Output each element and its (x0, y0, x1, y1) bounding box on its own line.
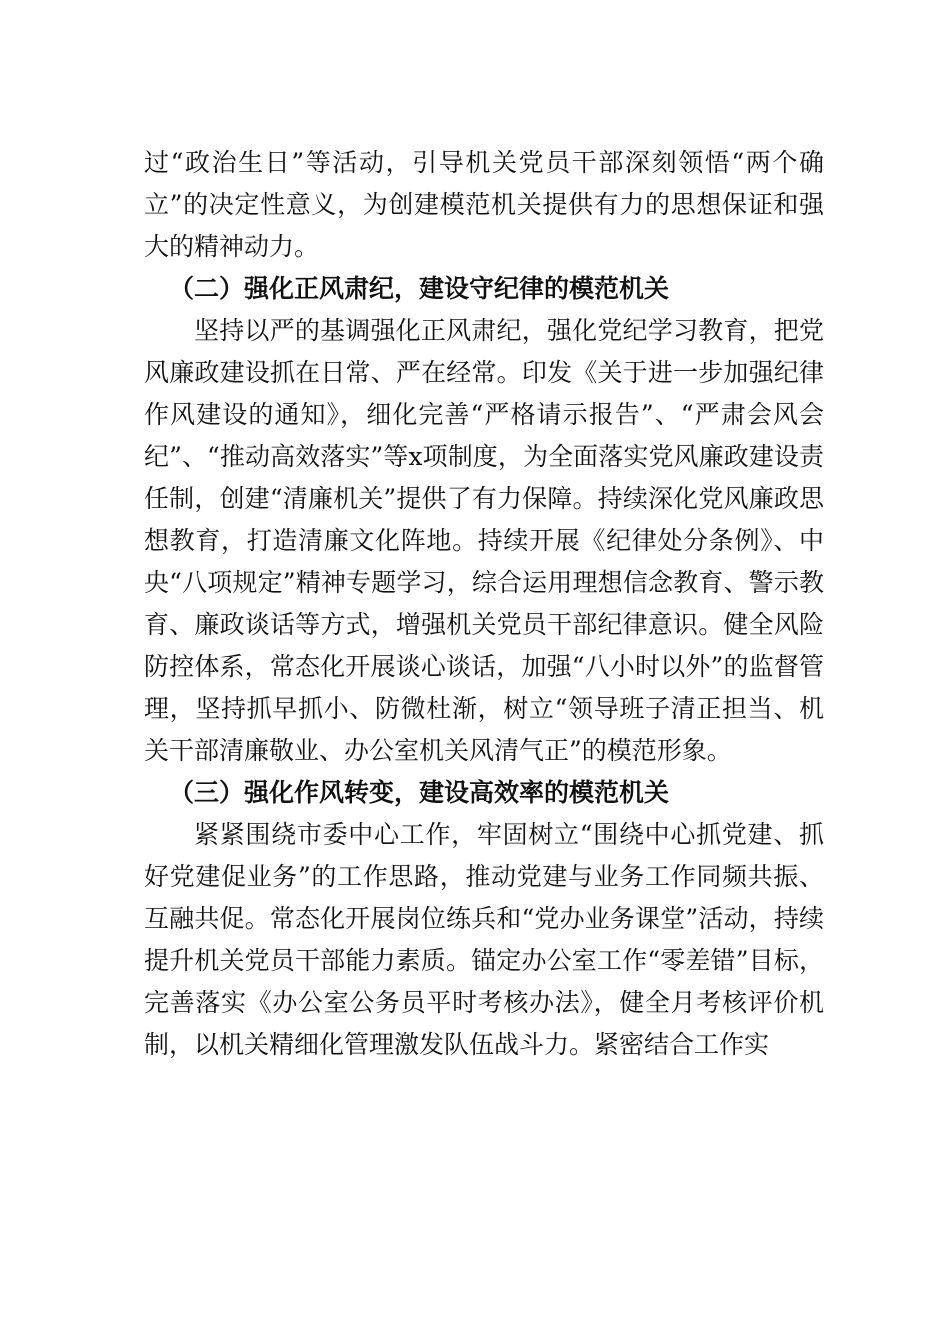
document-body (144, 142, 824, 1066)
paragraph-discipline: 坚持以严的基调强化正风肃纪，强化党纪学习教育，把党风廉政建设抓在日常、严在经常。印发《关于进一步加强纪律作风建设的通知》，细化完善“严格请示报告”、“严肃会风会纪”、“推动高效落实”等x项制度，为全面落实党风廉政建设责任制，创建“清廉机关”提供了有力保障。持续深化党风廉政思想教育，打造清廉文化阵地。持续开展《纪律处分条例》、中央“八项规定”精神专题学习，综合运用理想信念教育、警示教育、廉政谈话等方式，增强机关党员干部纪律意识。健全风险防控体系，常态化开展谈心谈话，加强“八小时以外”的监督管理，坚持抓早抓小、防微杜渐，树立“领导班子清正担当、机关干部清廉敬业、办公室机关风清气正”的模范形象。 (144, 316, 824, 765)
section-heading-3: （三）强化作风转变，建设高效率的模范机关 (169, 778, 670, 807)
section-heading-2: （二）强化正风肃纪，建设守纪律的模范机关 (169, 274, 670, 303)
paragraph-continuation: 过“政治生日”等活动，引导机关党员干部深刻领悟“两个确立”的决定性意义，为创建模范机关提供有力的思想保证和强大的精神动力。 (144, 148, 824, 261)
paragraph-efficiency: 紧紧围绕市委中心工作，牢固树立“围绕中心抓党建、抓好党建促业务”的工作思路，推动党建与业务工作同频共振、互融共促。常态化开展岗位练兵和“党办业务课堂”活动，持续提升机关党员干部能力素质。锚定办公室工作“零差错”目标，完善落实《办公室公务员平时考核办法》，健全月考核评价机制，以机关精细化管理激发队伍战斗力。紧密结合工作实 (144, 820, 824, 1059)
